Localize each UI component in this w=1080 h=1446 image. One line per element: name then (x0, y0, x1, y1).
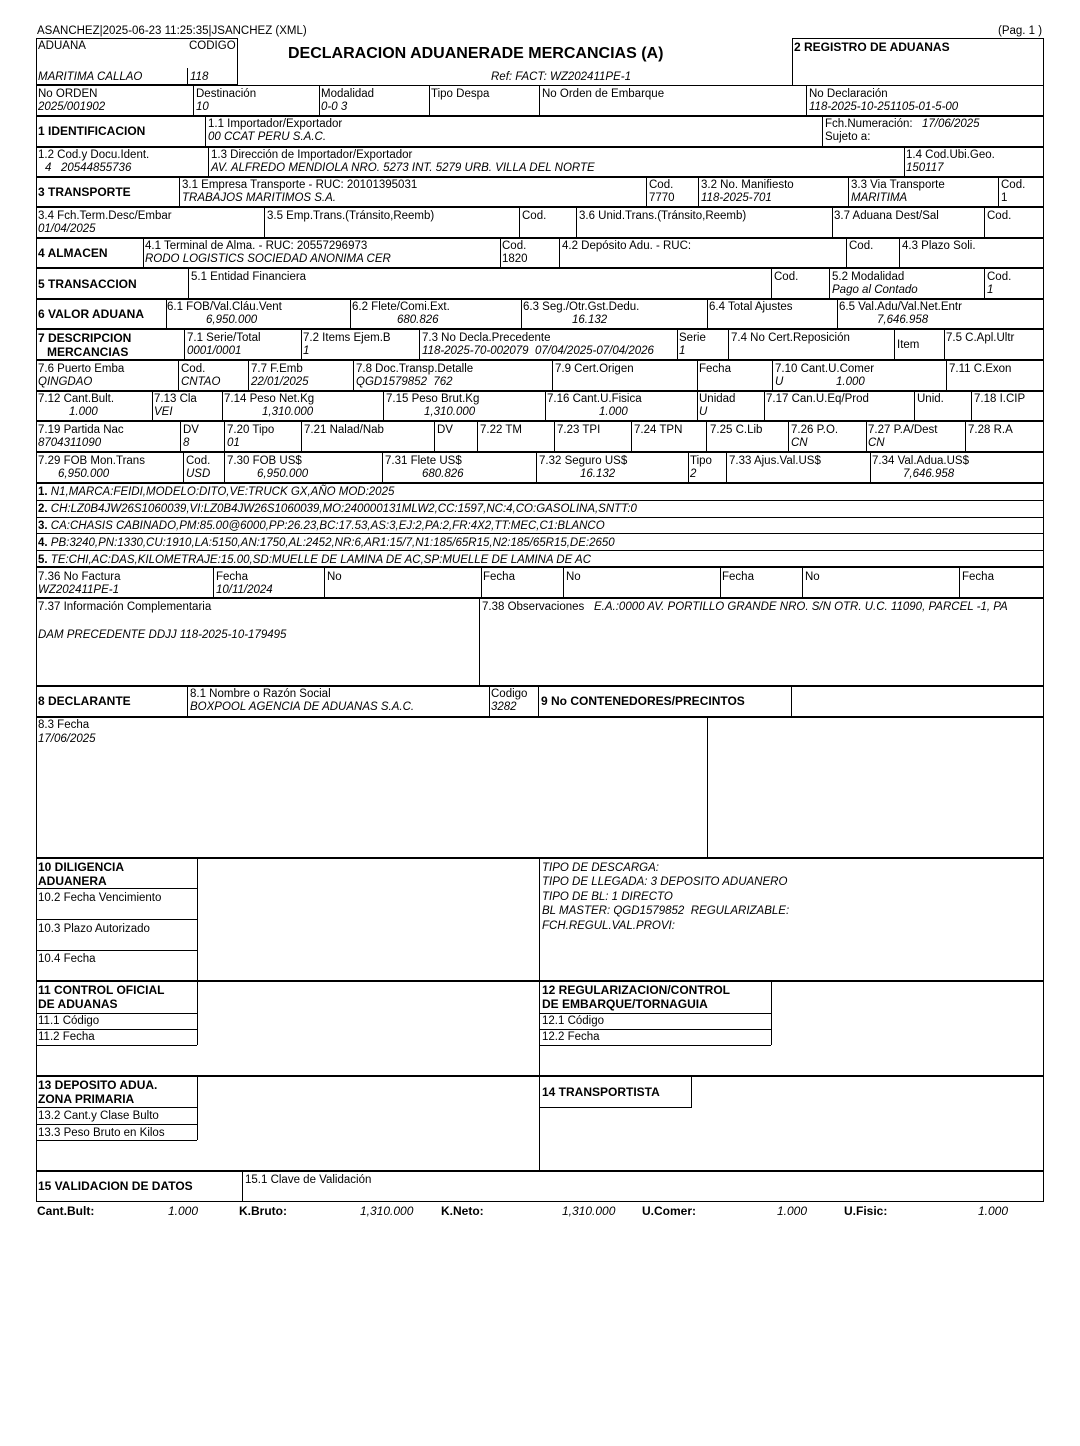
section-5-title: 5 TRANSACCION (38, 277, 137, 291)
section-12-subtitle: DE EMBARQUE/TORNAGUIA (542, 997, 708, 1011)
val-adu-value: 7,646.958 (877, 314, 929, 326)
importador-label: 1.1 Importador/Exportador (208, 118, 343, 130)
emp-cod-label: Cod. (522, 210, 547, 222)
tipo2-label: Tipo (690, 455, 712, 467)
description-line: 5. TE:CHI,AC:DAS,KILOMETRAJE:15.00,SD:MUELLE DE LAMINA DE AC,SP:MUELLE DE LAMINA DE AC (38, 554, 592, 566)
nombre-label: 8.1 Nombre o Razón Social (190, 688, 331, 700)
fob-value: 6,950.000 (206, 314, 258, 326)
cant-bult-value: 1.000 (69, 406, 98, 418)
section-10-title: 10 DILIGENCIA (38, 860, 125, 874)
total-k-bruto-label: K.Bruto: (239, 1204, 287, 1218)
via-cod-value: 1 (1001, 192, 1008, 204)
fecha-vencimiento-label: 10.2 Fecha Vencimiento (38, 892, 162, 904)
cert-origen-label: 7.9 Cert.Origen (555, 363, 634, 375)
peso-brut-value: 1,310.000 (424, 406, 476, 418)
section-10-subtitle: ADUANERA (38, 874, 107, 888)
aduana-dest-label: 3.7 Aduana Dest/Sal (834, 210, 939, 222)
cert-fecha-label: Fecha (699, 363, 731, 375)
cla-value: VEI (154, 406, 173, 418)
modalidad-pago-label: 5.2 Modalidad (832, 271, 905, 283)
info-comp-label: 7.37 Información Complementaria (38, 601, 212, 613)
destinacion-label: Destinación (196, 88, 257, 100)
unid-trans-label: 3.6 Unid.Trans.(Tránsito,Reemb) (579, 210, 747, 222)
tipo-label: 7.20 Tipo (227, 424, 275, 436)
transporte-cod-label: Cod. (649, 179, 674, 191)
factura-no-value: WZ202411PE-1 (38, 584, 119, 596)
factura-row (36, 567, 1044, 598)
tipo2-value: 2 (690, 468, 697, 480)
modalidad-cod-value: 1 (987, 284, 994, 296)
control-fecha-label: 11.2 Fecha (38, 1031, 95, 1043)
declarante-codigo-value: 3282 (491, 701, 517, 713)
ref-invoice: Ref: FACT: WZ202411PE-1 (491, 71, 631, 83)
peso-brut-label: 7.15 Peso Brut.Kg (386, 393, 480, 405)
diligencia-fecha-label: 10.4 Fecha (38, 953, 96, 965)
cant-fisica-value: 1.000 (599, 406, 628, 418)
modalidad-label: Modalidad (321, 88, 375, 100)
seguro-us-label: 7.32 Seguro US$ (539, 455, 628, 467)
codigo-value: 118 (190, 71, 209, 83)
section-3-title: 3 TRANSPORTE (38, 185, 131, 199)
section-6-title: 6 VALOR ADUANA (38, 307, 145, 321)
total-u-fisic-label: U.Fisic: (844, 1204, 888, 1218)
val-adu-label: 6.5 Val.Adu/Val.Net.Entr (839, 301, 962, 313)
section-11-subtitle: DE ADUANAS (38, 997, 118, 1011)
tpi-label: 7.23 TPI (557, 424, 601, 436)
can-eq-label: 7.17 Can.U.Eq/Prod (766, 393, 869, 405)
section-12-title: 12 REGULARIZACION/CONTROL (542, 983, 731, 997)
modalidad-pago-value: Pago al Contado (832, 284, 918, 296)
manifiesto-value: 118-2025-701 (701, 192, 772, 204)
section-9-title: 9 No CONTENEDORES/PRECINTOS (541, 694, 745, 708)
aduana-label: ADUANA (38, 40, 86, 52)
ra-label: 7.28 R.A (968, 424, 1013, 436)
section-8-title: 8 DECLARANTE (38, 694, 131, 708)
empresa-transporte-label: 3.1 Empresa Transporte - RUC: 20101395031 (182, 179, 418, 191)
section-1-title: 1 IDENTIFICACION (38, 124, 146, 138)
item-label: Item (897, 339, 920, 351)
dv-label: DV (183, 424, 199, 436)
dv-value: 8 (183, 437, 190, 449)
factura-fecha3-label: Fecha (722, 571, 754, 583)
flete-value: 680.826 (397, 314, 439, 326)
importador-value: 00 CCAT PERU S.A.C. (208, 131, 327, 143)
items-label: 7.2 Items Ejem.B (303, 332, 391, 344)
cant-comer-label: 7.10 Cant.U.Comer (775, 363, 875, 375)
cant-clase-bulto-label: 13.2 Cant.y Clase Bulto (38, 1110, 159, 1122)
section-15-title: 15 VALIDACION DE DATOS (38, 1179, 193, 1193)
unidad-label: Unidad (699, 393, 736, 405)
cla-label: 7.13 Cla (154, 393, 197, 405)
aduana-dest-cod-label: Cod. (987, 210, 1012, 222)
flete-label: 6.2 Flete/Comi.Ext. (352, 301, 450, 313)
puerto-cod-value: CNTAO (181, 376, 221, 388)
val-adua-value: 7,646.958 (903, 468, 955, 480)
entidad-label: 5.1 Entidad Financiera (191, 271, 307, 283)
manifiesto-label: 3.2 No. Manifiesto (701, 179, 794, 191)
fecha-block (36, 717, 1044, 858)
total-cant-bult-label: Cant.Bult: (37, 1204, 95, 1218)
factura-no4-label: No (805, 571, 820, 583)
puerto-value: QINGDAO (38, 376, 93, 388)
factura-fecha-label: Fecha (216, 571, 248, 583)
modalidad-value: 0-0 3 (321, 101, 348, 113)
fch-term-label: 3.4 Fch.Term.Desc/Embar (38, 210, 172, 222)
capl-label: 7.5 C.Apl.Ultr (946, 332, 1015, 344)
fob-us-value: 6,950.000 (257, 468, 309, 480)
plazo-autorizado-label: 10.3 Plazo Autorizado (38, 923, 150, 935)
section-11-title: 11 CONTROL OFICIAL (38, 983, 165, 997)
serie-total-value: 0001/0001 (187, 345, 242, 357)
section-4-title: 4 ALMACEN (38, 246, 108, 260)
val-adua-label: 7.34 Val.Adua.US$ (872, 455, 969, 467)
serie-total-label: 7.1 Serie/Total (187, 332, 261, 344)
items-value: 1 (303, 345, 310, 357)
empresa-transporte-value: TRABAJOS MARITIMOS S.A. (182, 192, 336, 204)
terminal-value: RODO LOGISTICS SOCIEDAD ANONIMA CER (145, 253, 391, 265)
seguro-us-value: 16.132 (580, 468, 616, 480)
declarante-codigo-label: Codigo (491, 688, 528, 700)
note-line: BL MASTER: QGD1579852 REGULARIZABLE: (542, 905, 790, 917)
clib-label: 7.25 C.Lib (710, 424, 763, 436)
cant-fisica-label: 7.16 Cant.U.Fisica (547, 393, 642, 405)
no-declaracion-value: 118-2025-10-251105-01-5-00 (809, 101, 959, 113)
aduana-value: MARITIMA CALLAO (38, 71, 143, 83)
total-k-neto-label: K.Neto: (441, 1204, 484, 1218)
orden-embarque-label: No Orden de Embarque (542, 88, 665, 100)
note-line: TIPO DE LLEGADA: 3 DEPOSITO ADUANERO (542, 876, 788, 888)
almacen-cod-value: 1820 (502, 253, 528, 265)
description-line: 2. CH:LZ0B4JW26S1060039,VI:LZ0B4JW26S1060039,MO:240000131MLW2,CC:1597,NC:4,CO:GASOLINA,SNTT:0 (38, 503, 637, 515)
pa-dest-label: 7.27 P.A/Dest (868, 424, 938, 436)
factura-fecha4-label: Fecha (962, 571, 994, 583)
unidad-value: U (699, 406, 708, 418)
registro-title: 2 REGISTRO DE ADUANAS (794, 40, 950, 54)
no-orden-label: No ORDEN (38, 88, 98, 100)
sujeto-label: Sujeto a: (825, 131, 871, 143)
serie-value: 1 (679, 345, 686, 357)
femb-label: 7.7 F.Emb (251, 363, 303, 375)
emp-trans-label: 3.5 Emp.Trans.(Tránsito,Reemb) (267, 210, 435, 222)
mon-cod-label: Cod. (186, 455, 211, 467)
cant-comer-unit: U (775, 376, 784, 388)
flete-us-label: 7.31 Flete US$ (385, 455, 462, 467)
total-cant-bult-value: 1.000 (168, 1204, 199, 1218)
cert-reposicion-label: 7.4 No Cert.Reposición (731, 332, 850, 344)
no-declaracion-label: No Declaración (809, 88, 888, 100)
direccion-value: AV. ALFREDO MENDIOLA NRO. 5273 INT. 5279 URB. VILLA DEL NORTE (211, 162, 595, 174)
section-7-subtitle: MERCANCIAS (47, 345, 129, 359)
femb-value: 22/01/2025 (251, 376, 309, 388)
ubigeo-label: 1.4 Cod.Ubi.Geo. (906, 149, 995, 161)
note-line: TIPO DE BL: 1 DIRECTO (542, 891, 673, 903)
fch-numeracion-label: Fch.Numeración: (825, 118, 913, 130)
seguro-label: 6.3 Seg./Otr.Gst.Dedu. (523, 301, 640, 313)
doc-transp-value: QGD1579852 762 (356, 376, 453, 388)
entidad-cod-label: Cod. (774, 271, 799, 283)
declarante-fecha-label: 8.3 Fecha (38, 719, 90, 731)
fob-mon-value: 6,950.000 (58, 468, 110, 480)
terminal-label: 4.1 Terminal de Alma. - RUC: 20557296973 (145, 240, 368, 252)
unid-label: Unid. (917, 393, 944, 405)
note-line: TIPO DE DESCARGA: (542, 862, 659, 874)
ajustes-label: 6.4 Total Ajustes (709, 301, 793, 313)
partida-value: 8704311090 (38, 437, 102, 449)
peso-bruto-kilos-label: 13.3 Peso Bruto en Kilos (38, 1127, 165, 1139)
section-13-subtitle: ZONA PRIMARIA (38, 1092, 135, 1106)
tpn-label: 7.24 TPN (634, 424, 683, 436)
note-line: FCH.REGUL.VAL.PROVI: (542, 920, 675, 932)
regularizacion-fecha-label: 12.2 Fecha (542, 1031, 600, 1043)
page-number: (Pag. 1 ) (998, 25, 1043, 37)
via-transporte-value: MARITIMA (851, 192, 908, 204)
page-title: DECLARACION ADUANERADE MERCANCIAS (A) (288, 45, 664, 62)
dv2-label: DV (437, 424, 453, 436)
total-k-bruto-value: 1,310.000 (360, 1204, 414, 1218)
deposito-label: 4.2 Depósito Adu. - RUC: (562, 240, 692, 252)
control-codigo-label: 11.1 Código (38, 1015, 100, 1027)
flete-us-value: 680.826 (422, 468, 464, 480)
cexon-label: 7.11 C.Exon (949, 363, 1012, 375)
no-orden-value: 2025/001902 (38, 101, 106, 113)
factura-no-label: 7.36 No Factura (38, 571, 121, 583)
fob-us-label: 7.30 FOB US$ (227, 455, 302, 467)
peso-net-label: 7.14 Peso Net.Kg (224, 393, 315, 405)
nombre-value: BOXPOOL AGENCIA DE ADUANAS S.A.C. (190, 701, 415, 713)
almacen-cod-label: Cod. (502, 240, 527, 252)
decla-prec-value: 118-2025-70-002079 07/04/2025-07/04/2026 (422, 345, 654, 357)
serie-label: Serie (679, 332, 706, 344)
tipo-despa-label: Tipo Despa (431, 88, 490, 100)
observaciones-label: 7.38 Observaciones (482, 601, 585, 613)
direccion-label: 1.3 Dirección de Importador/Exportador (211, 149, 413, 161)
factura-no3-label: No (566, 571, 581, 583)
cant-comer-value: 1.000 (836, 376, 865, 388)
peso-net-value: 1,310.000 (262, 406, 314, 418)
puerto-cod-label: Cod. (181, 363, 206, 375)
cant-bult-label: 7.12 Cant.Bult. (38, 393, 115, 405)
via-transporte-label: 3.3 Via Transporte (851, 179, 945, 191)
nalad-label: 7.21 Nalad/Nab (304, 424, 384, 436)
transporte-cod-value: 7770 (649, 192, 675, 204)
section-14-title: 14 TRANSPORTISTA (542, 1085, 660, 1099)
via-cod-label: Cod. (1001, 179, 1026, 191)
puerto-label: 7.6 Puerto Emba (38, 363, 125, 375)
partida-label: 7.19 Partida Nac (38, 424, 124, 436)
fch-term-value: 01/04/2025 (38, 223, 96, 235)
plazo-label: 4.3 Plazo Soli. (902, 240, 976, 252)
deposito-cod-label: Cod. (849, 240, 874, 252)
clave-validacion-label: 15.1 Clave de Validación (245, 1174, 372, 1186)
icip-label: 7.18 I.CIP (974, 393, 1026, 405)
ajus-val-label: 7.33 Ajus.Val.US$ (729, 455, 821, 467)
tipo-value: 01 (227, 437, 240, 449)
mon-cod-value: USD (186, 468, 211, 480)
total-k-neto-value: 1,310.000 (562, 1204, 616, 1218)
codigo-label: CODIGO (189, 40, 236, 52)
ubigeo-value: 150117 (906, 162, 944, 174)
total-u-comer-value: 1.000 (777, 1204, 808, 1218)
modalidad-cod-label: Cod. (987, 271, 1012, 283)
fch-numeracion-value: 17/06/2025 (922, 118, 980, 130)
pa-dest-value: CN (868, 437, 885, 449)
factura-no2-label: No (327, 571, 342, 583)
tm-label: 7.22 TM (480, 424, 522, 436)
total-u-comer-label: U.Comer: (642, 1204, 697, 1218)
info-comp-value: DAM PRECEDENTE DDJJ 118-2025-10-179495 (38, 629, 287, 641)
factura-fecha-value: 10/11/2024 (216, 584, 273, 596)
factura-fecha2-label: Fecha (483, 571, 515, 583)
total-u-fisic-value: 1.000 (978, 1204, 1009, 1218)
doc-transp-label: 7.8 Doc.Transp.Detalle (356, 363, 474, 375)
section-13-title: 13 DEPOSITO ADUA. (38, 1078, 158, 1092)
observaciones-value: E.A.:0000 AV. PORTILLO GRANDE NRO. S/N OTR. U.C. 11090, PARCEL -1, PA (594, 601, 1008, 613)
declarante-fecha-value: 17/06/2025 (38, 733, 96, 745)
po-value: CN (791, 437, 808, 449)
decla-prec-label: 7.3 No Decla.Precedente (422, 332, 551, 344)
description-line: 4. PB:3240,PN:1330,CU:1910,LA:5150,AN:1750,AL:2452,NR:6,AR1:15/7,N1:185/65R15,N2:185/65R15,DE:2650 (38, 537, 615, 549)
po-label: 7.26 P.O. (791, 424, 839, 436)
description-line: 1. N1,MARCA:FEIDI,MODELO:DITO,VE:TRUCK GX,AÑO MOD:2025 (38, 486, 395, 498)
cod-doc-value: 4 20544855736 (45, 162, 132, 174)
fob-mon-label: 7.29 FOB Mon.Trans (38, 455, 145, 467)
section-7-title: 7 DESCRIPCION (38, 331, 132, 345)
fob-label: 6.1 FOB/Val.Cláu.Vent (167, 301, 282, 313)
seguro-value: 16.132 (572, 314, 608, 326)
cod-doc-label: 1.2 Cod.y Docu.Ident. (38, 149, 150, 161)
description-line: 3. CA:CHASIS CABINADO,PM:85.00@6000,PP:26.23,BC:17.53,AS:3,EJ:2,PA:2,FR:4X2,TT:MEC,C1:BLANCO (38, 520, 605, 532)
destinacion-value: 10 (196, 101, 209, 113)
user-stamp: ASANCHEZ|2025-06-23 11:25:35|JSANCHEZ (XML) (37, 25, 307, 37)
regularizacion-codigo-label: 12.1 Código (542, 1015, 605, 1027)
